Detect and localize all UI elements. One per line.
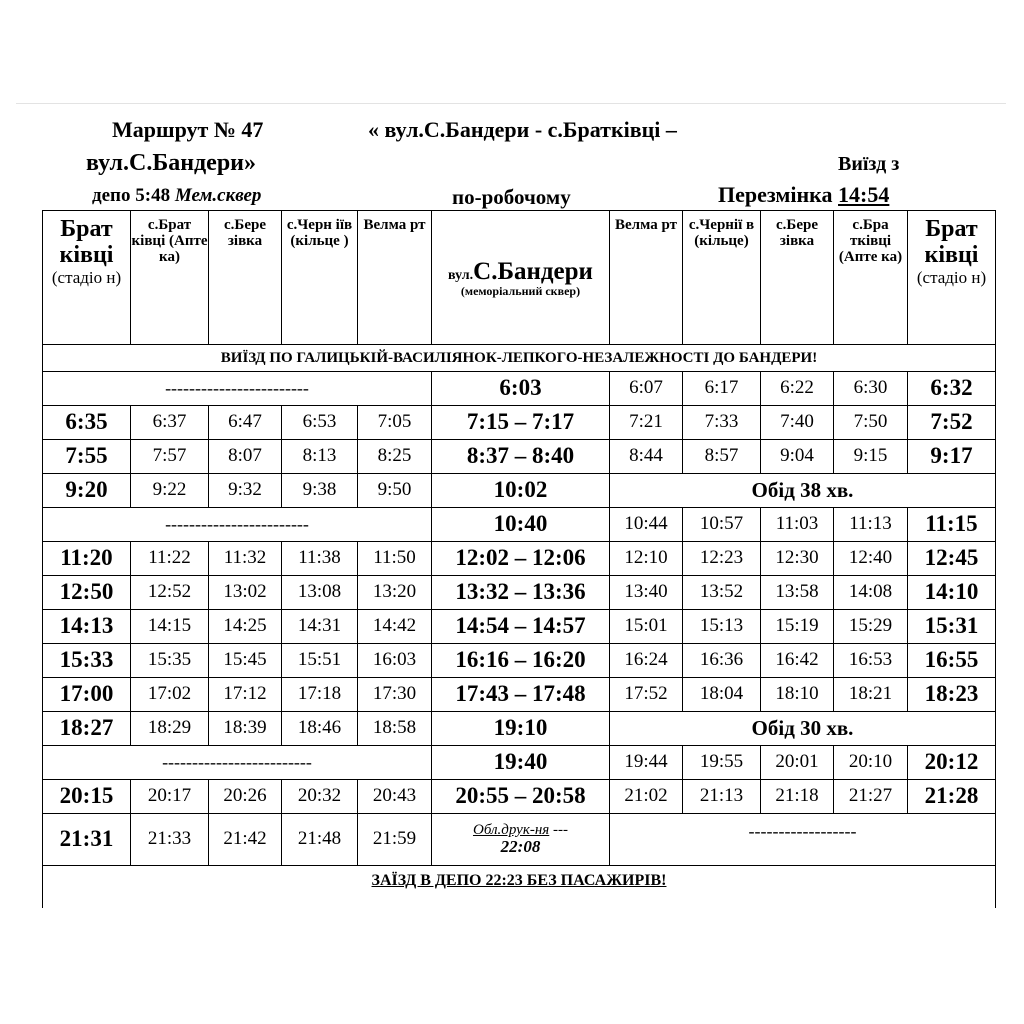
footer-row: [43, 866, 996, 909]
route-name-line2: вул.С.Бандери»: [86, 150, 257, 176]
time-cell: 18:10: [761, 678, 834, 712]
col-bratkivtsi-stadium: [43, 211, 131, 345]
time-cell: 14:31: [282, 610, 358, 644]
table-row: [43, 678, 996, 712]
time-cell: 21:18: [761, 780, 834, 814]
time-cell: 21:48: [282, 814, 358, 866]
time-cell: 9:50: [358, 474, 432, 508]
time-cell: 15:01: [610, 610, 683, 644]
col-cherniiv-ring-return: с.Чернії в (кільце): [683, 211, 761, 345]
time-cell: 9:04: [761, 440, 834, 474]
start-time: 18:27: [43, 712, 131, 746]
time-cell: 16:36: [683, 644, 761, 678]
time-cell: 6:22: [761, 372, 834, 406]
time-cell: 11:03: [761, 508, 834, 542]
center-time: 16:16 – 16:20: [432, 644, 610, 678]
exit-label: Виїзд з: [838, 153, 900, 175]
col-bratkivtsi-pharmacy: с.Брат кiвцi (Апте ка): [131, 211, 209, 345]
depot-time: депо 5:48: [92, 185, 171, 206]
time-cell: 9:38: [282, 474, 358, 508]
time-cell: 7:05: [358, 406, 432, 440]
route-banner: ВИЇЗД ПО ГАЛИЦЬКІЙ-ВАСИЛІЯНОК-ЛЕПКОГО-НЕЗАЛЕЖНОСТІ ДО БАНДЕРИ!: [43, 345, 996, 372]
time-cell: 12:30: [761, 542, 834, 576]
table-row: [43, 406, 996, 440]
time-cell: 8:13: [282, 440, 358, 474]
time-cell: 6:17: [683, 372, 761, 406]
time-cell: 13:02: [209, 576, 282, 610]
col-bratkivtsi-stadium-return: [908, 211, 996, 345]
start-time: 14:13: [43, 610, 131, 644]
time-cell: 19:44: [610, 746, 683, 780]
start-time: 21:31: [43, 814, 131, 866]
time-cell: 15:45: [209, 644, 282, 678]
time-cell: 21:42: [209, 814, 282, 866]
end-time: 7:52: [908, 406, 996, 440]
time-cell: 11:13: [834, 508, 908, 542]
col-velmart-return: Велма рт: [610, 211, 683, 345]
last-trip-regional-printing: [432, 814, 610, 866]
time-cell: 9:22: [131, 474, 209, 508]
shift-change: [718, 182, 889, 208]
end-time: 15:31: [908, 610, 996, 644]
no-trip-dashes: -------------------------: [43, 746, 432, 780]
time-cell: 20:26: [209, 780, 282, 814]
depot-return-note: ЗАЇЗД В ДЕПО 22:23 БЕЗ ПАСАЖИРІВ!: [43, 866, 996, 909]
time-cell: 18:21: [834, 678, 908, 712]
time-cell: 6:07: [610, 372, 683, 406]
table-row: [43, 474, 996, 508]
time-cell: 12:23: [683, 542, 761, 576]
center-time: 10:40: [432, 508, 610, 542]
time-cell: 14:42: [358, 610, 432, 644]
table-row: [43, 372, 996, 406]
start-time: 20:15: [43, 780, 131, 814]
start-time: 9:20: [43, 474, 131, 508]
end-time: 14:10: [908, 576, 996, 610]
start-time: 12:50: [43, 576, 131, 610]
time-cell: 10:44: [610, 508, 683, 542]
table-row: [43, 576, 996, 610]
col-cherniiv-ring: с.Черн іїв (кільце ): [282, 211, 358, 345]
time-cell: 20:32: [282, 780, 358, 814]
time-cell: 17:30: [358, 678, 432, 712]
time-cell: 6:30: [834, 372, 908, 406]
time-cell: 19:55: [683, 746, 761, 780]
time-cell: 9:32: [209, 474, 282, 508]
table-row: [43, 644, 996, 678]
time-cell: 8:07: [209, 440, 282, 474]
time-cell: 13:52: [683, 576, 761, 610]
time-cell: 15:51: [282, 644, 358, 678]
time-cell: 13:20: [358, 576, 432, 610]
time-cell: 12:10: [610, 542, 683, 576]
end-time: 12:45: [908, 542, 996, 576]
no-trip-dashes: ------------------------: [43, 508, 432, 542]
col-title: С.Бандери: [473, 257, 593, 285]
time-cell: 21:13: [683, 780, 761, 814]
time-cell: 8:57: [683, 440, 761, 474]
time-cell: 12:52: [131, 576, 209, 610]
center-time: 19:10: [432, 712, 610, 746]
time-cell: 14:15: [131, 610, 209, 644]
center-time: 19:40: [432, 746, 610, 780]
time-cell: 11:38: [282, 542, 358, 576]
depot-departure: [92, 185, 261, 207]
top-divider: [16, 103, 1006, 104]
time-cell: 15:29: [834, 610, 908, 644]
end-time: 16:55: [908, 644, 996, 678]
time-cell: 14:08: [834, 576, 908, 610]
last-trip-label: Обл.друк-ня: [472, 822, 550, 839]
time-cell: 17:12: [209, 678, 282, 712]
time-cell: 16:03: [358, 644, 432, 678]
table-row: [43, 508, 996, 542]
time-cell: 13:40: [610, 576, 683, 610]
col-subtitle: (меморіальний сквер): [460, 283, 581, 298]
time-cell: 7:40: [761, 406, 834, 440]
time-cell: 6:47: [209, 406, 282, 440]
time-cell: 21:59: [358, 814, 432, 866]
center-time: 20:55 – 20:58: [432, 780, 610, 814]
center-time: 13:32 – 13:36: [432, 576, 610, 610]
end-time: 18:23: [908, 678, 996, 712]
time-cell: 20:10: [834, 746, 908, 780]
center-time: 7:15 – 7:17: [432, 406, 610, 440]
center-time: 17:43 – 17:48: [432, 678, 610, 712]
no-trip-dashes: ------------------: [610, 814, 996, 866]
time-cell: 7:21: [610, 406, 683, 440]
time-cell: 17:02: [131, 678, 209, 712]
time-cell: 8:25: [358, 440, 432, 474]
col-berezivka: с.Бере зівка: [209, 211, 282, 345]
time-cell: 16:42: [761, 644, 834, 678]
col-bandery-memorial: [432, 211, 610, 345]
table-row: [43, 610, 996, 644]
time-cell: 18:46: [282, 712, 358, 746]
workdays-label: по-робочому: [452, 185, 571, 209]
banner-row: [43, 345, 996, 372]
time-cell: 18:29: [131, 712, 209, 746]
time-cell: 20:01: [761, 746, 834, 780]
col-berezivka-return: с.Бере зівка: [761, 211, 834, 345]
time-cell: 20:43: [358, 780, 432, 814]
header-row: [43, 211, 996, 345]
time-cell: 14:25: [209, 610, 282, 644]
last-trip-time: 22:08: [500, 837, 541, 857]
time-cell: 8:44: [610, 440, 683, 474]
table-row: [43, 712, 996, 746]
time-cell: 15:13: [683, 610, 761, 644]
time-cell: 7:33: [683, 406, 761, 440]
lunch-break: Обід 38 хв.: [610, 474, 996, 508]
center-time: 6:03: [432, 372, 610, 406]
col-subtitle: (стадіо н): [916, 267, 987, 287]
start-time: 11:20: [43, 542, 131, 576]
last-trip-dashes: ---: [553, 822, 569, 839]
end-time: 9:17: [908, 440, 996, 474]
center-time: 8:37 – 8:40: [432, 440, 610, 474]
table-row: [43, 746, 996, 780]
end-time: 21:28: [908, 780, 996, 814]
shift-change-label: Перезмінка: [718, 182, 833, 207]
time-cell: 16:53: [834, 644, 908, 678]
time-cell: 13:58: [761, 576, 834, 610]
time-cell: 18:58: [358, 712, 432, 746]
route-number: Маршрут № 47: [112, 117, 264, 142]
shift-change-time: 14:54: [838, 182, 890, 207]
table-row: [43, 440, 996, 474]
time-cell: 21:02: [610, 780, 683, 814]
route-name-line1: « вул.С.Бандери - с.Братківці –: [368, 117, 677, 142]
time-cell: 13:08: [282, 576, 358, 610]
time-cell: 7:50: [834, 406, 908, 440]
schedule-table: [42, 210, 996, 908]
time-cell: 18:39: [209, 712, 282, 746]
time-cell: 6:53: [282, 406, 358, 440]
time-cell: 6:37: [131, 406, 209, 440]
start-time: 15:33: [43, 644, 131, 678]
end-time: 11:15: [908, 508, 996, 542]
time-cell: 16:24: [610, 644, 683, 678]
time-cell: 18:04: [683, 678, 761, 712]
start-time: 7:55: [43, 440, 131, 474]
depot-place: Мем.сквер: [174, 185, 262, 206]
time-cell: 20:17: [131, 780, 209, 814]
col-title: Брат кiвцi: [924, 216, 979, 268]
col-subtitle: (стадіо н): [51, 267, 122, 287]
time-cell: 21:27: [834, 780, 908, 814]
time-cell: 11:32: [209, 542, 282, 576]
time-cell: 11:22: [131, 542, 209, 576]
time-cell: 12:40: [834, 542, 908, 576]
time-cell: 10:57: [683, 508, 761, 542]
start-time: 17:00: [43, 678, 131, 712]
table-row: [43, 542, 996, 576]
time-cell: 15:35: [131, 644, 209, 678]
time-cell: 7:57: [131, 440, 209, 474]
time-cell: 11:50: [358, 542, 432, 576]
time-cell: 21:33: [131, 814, 209, 866]
center-time: 12:02 – 12:06: [432, 542, 610, 576]
end-time: 6:32: [908, 372, 996, 406]
table-row: [43, 814, 996, 866]
end-time: 20:12: [908, 746, 996, 780]
col-title: Брат кiвцi: [59, 216, 114, 268]
no-trip-dashes: ------------------------: [43, 372, 432, 406]
col-bratkivtsi-pharmacy-return: с.Бра тківці (Апте ка): [834, 211, 908, 345]
start-time: 6:35: [43, 406, 131, 440]
time-cell: 9:15: [834, 440, 908, 474]
time-cell: 17:52: [610, 678, 683, 712]
center-time: 14:54 – 14:57: [432, 610, 610, 644]
center-time: 10:02: [432, 474, 610, 508]
time-cell: 17:18: [282, 678, 358, 712]
col-prefix: вул.: [448, 267, 474, 283]
col-velmart: Велма рт: [358, 211, 432, 345]
table-row: [43, 780, 996, 814]
time-cell: 15:19: [761, 610, 834, 644]
lunch-break: Обід 30 хв.: [610, 712, 996, 746]
